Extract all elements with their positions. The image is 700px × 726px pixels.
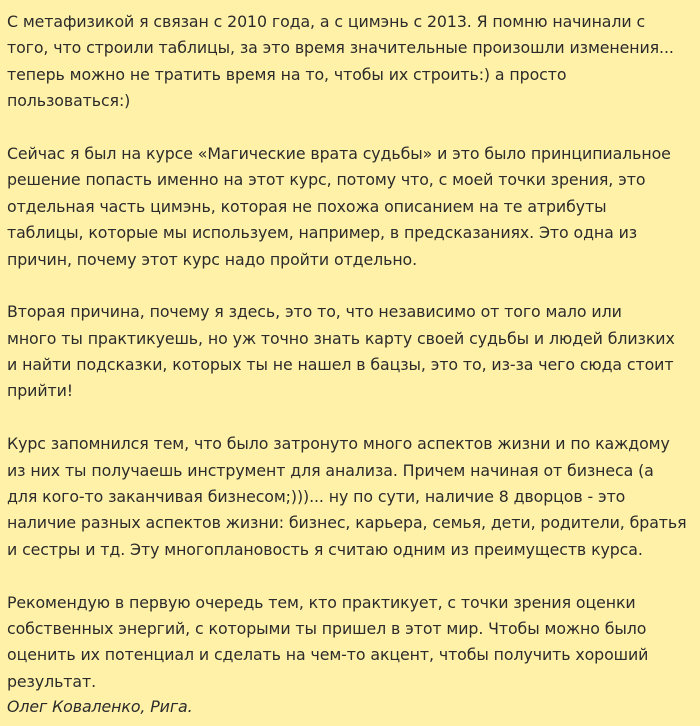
text-line: таблицы, которые мы используем, например, в предсказаниях. Это одна из bbox=[7, 223, 638, 243]
text-line: результат. bbox=[7, 671, 97, 691]
paragraph-4 bbox=[7, 431, 695, 563]
text-line: собственных энергий, с которыми ты пришел в этот мир. Чтобы можно было bbox=[7, 618, 647, 638]
text-line: С метафизикой я связан с 2010 года, а с цимэнь с 2013. Я помню начинали с bbox=[7, 12, 646, 31]
text-line: теперь можно не тратить время на то, чтобы их строить:) а просто bbox=[7, 64, 567, 84]
text-line: Сейчас я был на курсе «Магические врата судьбы» и это было принципиальное bbox=[7, 143, 671, 163]
text-line: и сестры и тд. Эту многоплановость я считаю одним из преимуществ курса. bbox=[7, 539, 643, 559]
text-line: отдельная часть цимэнь, которая не похожа описанием на те атрибуты bbox=[7, 196, 607, 216]
author-signature: Олег Коваленко, Рига. bbox=[7, 697, 193, 717]
paragraph-1 bbox=[7, 9, 695, 115]
text-line: Рекомендую в первую очередь тем, кто практикует, с точки зрения оценки bbox=[7, 592, 636, 612]
text-line: наличие разных аспектов жизни: бизнес, карьера, семья, дети, родители, братья bbox=[7, 513, 687, 533]
text-line: оценить их потенциал и сделать на чем-то акцент, чтобы получить хороший bbox=[7, 645, 649, 665]
text-line: для кого-то заканчивая бизнесом;)))... ну по сути, наличие 8 дворцов - это bbox=[7, 487, 626, 507]
paragraph-3 bbox=[7, 299, 695, 405]
text-line: причин, почему этот курс надо пройти отдельно. bbox=[7, 249, 418, 269]
testimonial-text bbox=[7, 9, 695, 721]
text-line: и найти подсказки, которых ты не нашел в бацзы, это то, из-за чего сюда стоит bbox=[7, 355, 674, 375]
text-line: прийти! bbox=[7, 381, 73, 401]
text-line: того, что строили таблицы, за это время значительные произошли изменения... bbox=[7, 38, 674, 58]
text-line: пользоваться:) bbox=[7, 91, 131, 111]
paragraph-5 bbox=[7, 590, 695, 696]
text-line: Курс запомнился тем, что было затронуто много аспектов жизни и по каждому bbox=[7, 434, 670, 454]
text-line: Вторая причина, почему я здесь, это то, что независимо от того мало или bbox=[7, 302, 622, 322]
paragraph-2 bbox=[7, 141, 695, 273]
text-line: из них ты получаешь инструмент для анализа. Причем начиная от бизнеса (а bbox=[7, 460, 654, 480]
text-line: много ты практикуешь, но уж точно знать карту своей судьбы и людей близких bbox=[7, 328, 675, 348]
text-line: решение попасть именно на этот курс, потому что, с моей точки зрения, это bbox=[7, 170, 646, 190]
